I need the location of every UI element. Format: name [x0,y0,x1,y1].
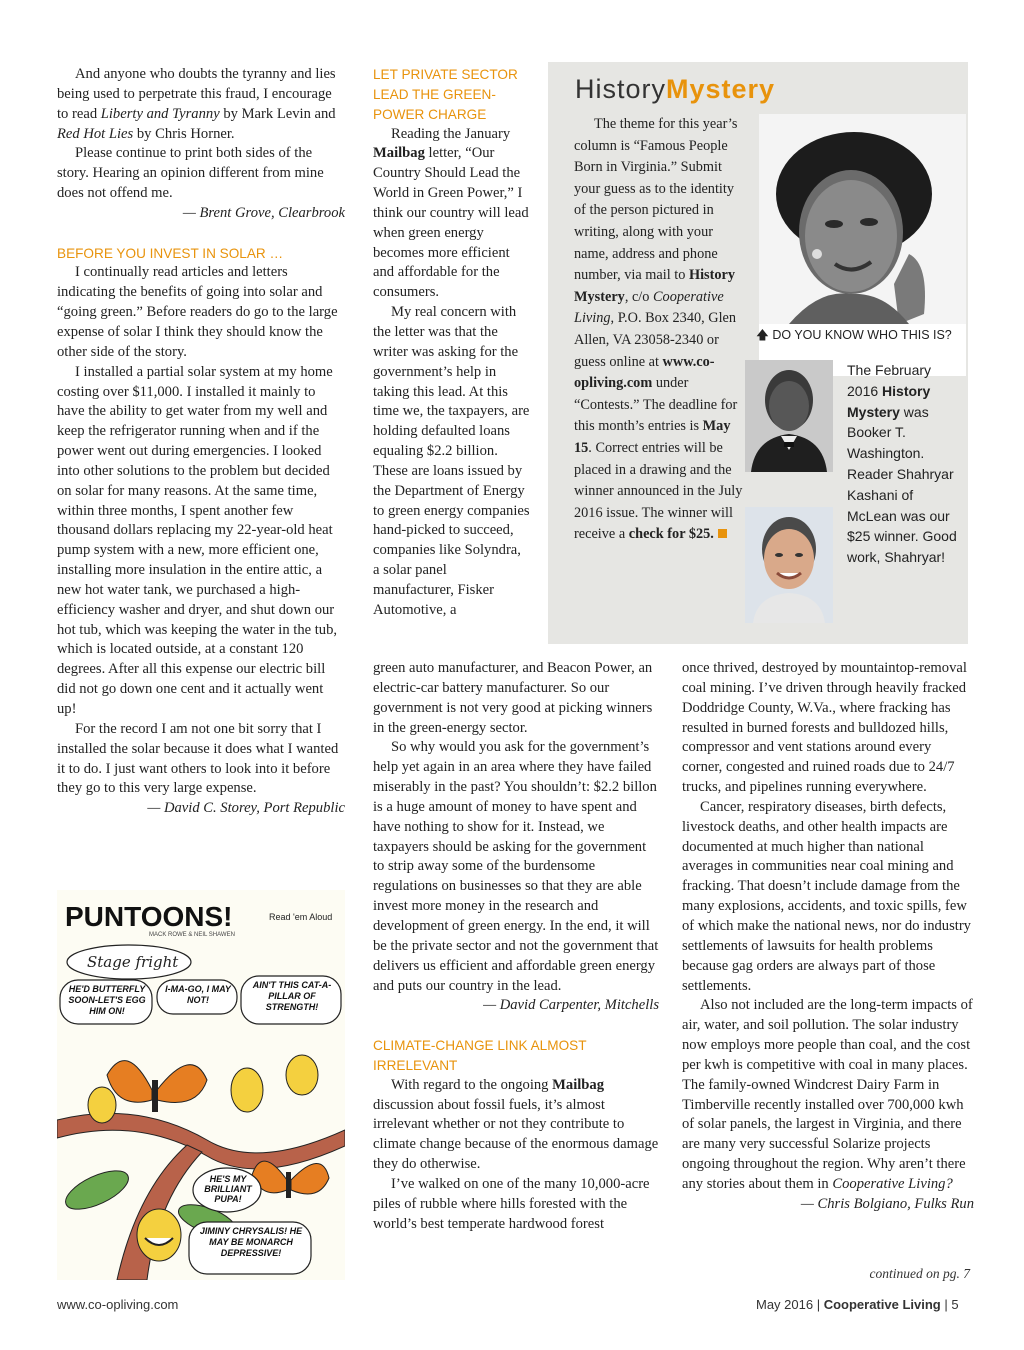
letter-paragraph: green auto manufacturer, and Beacon Power, an electric-car battery manufacturer. So our government is not very good at picking winners in the green-energy sector. [373,660,653,736]
letter-paragraph: Also not included are the long-term impacts of air, water, and soil pollution. The solar industry now employs more people than coal, and the cost per kwh is competitive with coal in many places. The family-owned Windcrest Dairy Farm in Timberville recently installed over 700,000 kwh of solar panels, the largest in Virginia, and there are many very successful Solarize projects ongoing throughout the region. Why aren’t there any stories about them in Cooperative Living? [682,997,973,1192]
continued-note: continued on pg. 7 [869,1266,970,1281]
footer-url: www.co-opliving.com [57,1297,179,1312]
winner-face-icon [745,507,833,623]
previous-answer: The February 2016 History Mystery was Booker T. Washington. Reader Shahryar Kashani of McLean was our $25 winner. Good work, Shahryar! [847,362,957,566]
letter-paragraph: With regard to the ongoing Mailbag discussion about fossil fuels, it’s almost irrelevant whether or not they contribute to climate change because of the enormous damage they do otherwise. [373,1076,659,1173]
letter-heading: BEFORE YOU INVEST IN SOLAR … [57,245,284,261]
winner-photo [745,507,833,623]
portrait-man-icon [745,360,833,472]
cartoon-tagline: Read 'em Aloud [269,912,333,922]
cartoon-illustration [57,890,345,1280]
letter-signature: — David C. Storey, Port Republic [147,800,345,817]
letter-paragraph: For the record I am not one bit sorry that I installed the solar because it does what I wanted it to do. I just want others to look into it before they go to this very large expense. [57,720,339,797]
letter-paragraph: I’ve walked on one of the many 10,000-acre piles of rubble where hills forested with the world’s best temperate hardwood forest [373,1175,650,1232]
letters-column-1 [57,65,345,819]
letter-paragraph: once thrived, destroyed by mountaintop-removal coal mining. I’ve driven through heavily fracked Doddridge County, W.Va., where fracking has resulted in burned forests and bulldozed hills, compressor and vent stations around every corner, congested and ruined roads due to 24/7 trucks, and pipelines running everywhere. [682,660,967,796]
portrait-woman-icon [759,114,966,324]
book-title: Red Hot Lies [57,125,134,142]
letters-column-3 [682,659,974,1215]
cartoon-credits: MACK ROWE & NEIL SHAWEN [149,932,235,938]
speech-bubble: I-MA-GO, I MAY NOT! [165,984,231,1005]
puntoons-cartoon [57,890,345,1280]
speech-bubble: JIMINY CHRYSALIS! HE MAY BE MONARCH DEPRESSIVE! [199,1226,303,1258]
letter-heading: CLIMATE-CHANGE LINK ALMOST IRRELEVANT [373,1038,587,1073]
letter-paragraph: I continually read articles and letters indicating the benefits of going into solar and “going green.” Before readers do go to the large expense of solar I think they should know the other side of the story. [57,264,338,360]
letter-heading: LET PRIVATE SECTOR LEAD THE GREEN-POWER CHARGE [373,67,518,122]
footer-page-info: May 2016 | Cooperative Living | 5 [756,1297,959,1312]
cartoon-logo: PUNTOONS! [65,901,233,932]
speech-bubble: HE'D BUTTERFLY SOON-LET'S EGG HIM ON! [68,984,146,1016]
letter-paragraph: Please continue to print both sides of the story. Hearing an opinion different from mine does not offend me. [57,145,324,202]
cartoon-title: Stage fright [87,953,179,971]
book-title: Liberty and Tyranny [100,105,220,122]
contest-url: www.co-opliving.com [574,353,715,392]
speech-bubble: AIN'T THIS CAT-A-PILLAR OF STRENGTH! [252,980,332,1012]
history-mystery-instructions: The theme for this year’s column is “Famous People Born in Virginia.” Submit your guess as to the identity of the person pictured in writing, along with your name, address and phone number, via mail to History Mystery, c/o Cooperative Living, P.O. Box 2340, Glen Allen, VA 23058-2340 or guess online at www.co-opliving.com under “Contests.” The deadline for this month’s entries is May 15. Correct entries will be placed in a drawing and the winner announced in the July 2016 issue. The winner will receive a check for $25. [574,116,743,543]
letter-paragraph: Reading the January Mailbag letter, “Our Country Should Lead the World in Green Power,” I think our country will lead when green energy becomes more efficient and affordable for the consumers. [373,125,529,301]
letter-signature: — David Carpenter, Mitchells [483,997,659,1014]
letter-paragraph: And anyone who doubts the tyranny and lies being used to perpetrate this fraud, I encourage to read Liberty and Tyranny by Mark Levin and Red Hot Lies by Chris Horner. [57,66,336,142]
arrow-up-icon: 🡅 [756,328,769,342]
previous-mystery-portrait [745,360,833,472]
letter-paragraph: So why would you ask for the government’s help yet again in an area where they have failed miserably in the past? You shouldn’t: $2.2 billon is a huge amount of money to have spent and have nothing to show for it. Instead, we taxpayers should be asking for the government to strip away some of the burdensome regulations on businesses so that they are able invest more money in the research and development of green energy. In the end, it will be the private sector and not the government that delivers us efficient and affordable green energy and puts our country in the lead. [373,739,659,994]
letter-signature: — Chris Bolgiano, Fulks Run [800,1195,974,1212]
letter-paragraph: I installed a partial solar system at my home costing over $11,000. I installed it mainly to have the ability to get water from my well and keep the refrigerator running when and if the power went out during emergencies. I looked into other solutions to the problem but decided on solar for many reasons. At the same time, within three months, I spent another few thousand dollars replacing my 22-year-old heat pump system with a new, more efficient one, installing more insulation in the entire attic, a new hot water tank, we purchased a high-efficiency washer and dryer, and shut down our hot tub, which was keeping the water in the tub, which is located outside, at a constant 120 degrees. After all this expense our electric bill did not go down one cent and it actually went up! [57,363,338,717]
history-mystery-title: HistoryMystery [575,74,776,104]
letters-column-2 [373,65,531,621]
end-square-icon [718,529,727,538]
speech-bubble: HE'S MY BRILLIANT PUPA! [204,1174,252,1204]
letter-paragraph: My real concern with the letter was that the writer was asking for the government’s help in taking this lead. At this time we, the taxpayers, are holding defaulted loans equaling $2.2 billion. These are loans issued by the Department of Energy to green energy companies hand-picked to succeed, companies like Solyndra, a solar panel manufacturer, Fisker Automotive, a [373,304,530,618]
letter-signature: — Brent Grove, Clearbrook [182,204,345,221]
portrait-caption: 🡅 DO YOU KNOW WHO THIS IS? [756,328,952,342]
letter-paragraph: Cancer, respiratory diseases, birth defects, livestock deaths, and other health impacts are documented at much higher than national averages in communities near coal mining and fracking. That doesn’t include damage from the many explosions, accidents, and toxic spills, few of which make the national news, nor do industry settlements of lawsuits for health problems because gag orders are always part of those settlements. [682,798,971,994]
letters-column-2-lower [373,659,659,1234]
history-mystery-box [548,62,968,644]
